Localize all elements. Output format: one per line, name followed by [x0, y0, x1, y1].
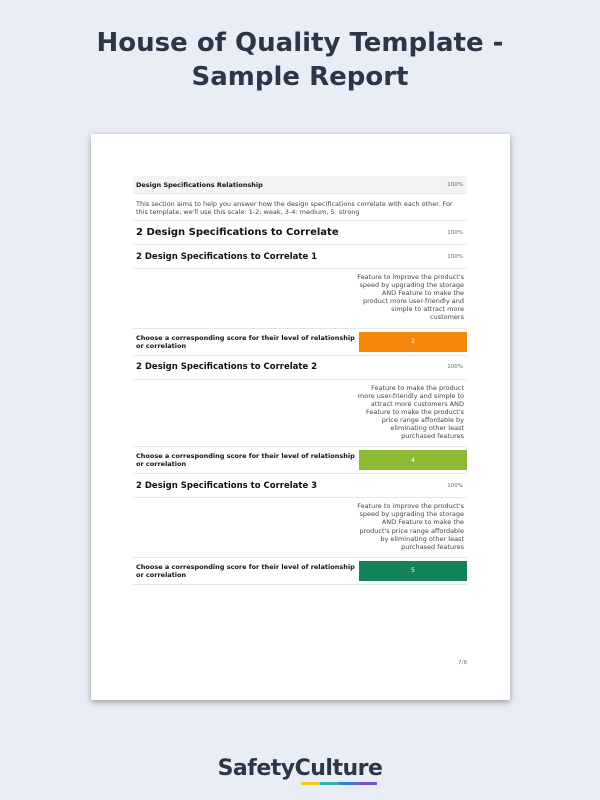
intro-text: This section aims to help you answer how the design specifications correlate with each other. For this template, we'll use this scale: 1-2: weak, 3-4: medium, 5: strong [133, 194, 467, 221]
report-page [91, 134, 510, 700]
logo-underline-segment [339, 782, 358, 785]
title-line-2: Sample Report [191, 62, 409, 92]
score-row [133, 447, 467, 474]
score-question: Choose a corresponding score for their level of relationship or correlation [136, 333, 355, 350]
item-title: 2 Design Specifications to Correlate 3 [136, 480, 318, 491]
item-percent: 100% [447, 364, 463, 371]
logo-underline [301, 782, 377, 785]
section-percent: 100% [447, 181, 463, 188]
title-line-1: House of Quality Template - [96, 28, 504, 58]
item-description-row [133, 269, 467, 329]
score-badge: 5 [359, 561, 467, 581]
item-percent: 100% [447, 253, 463, 260]
item-description-row [133, 498, 467, 558]
page-number: 7/8 [458, 660, 467, 666]
item-heading-row [133, 245, 467, 269]
page-title [0, 26, 600, 94]
logo-underline-segment [320, 782, 339, 785]
score-badge: 2 [359, 332, 467, 352]
main-heading: 2 Design Specifications to Correlate [136, 227, 339, 238]
item-description: Feature to improve the product's speed by upgrading the storage AND Feature to make the product's price range affordable by eliminating other least purchased features [357, 502, 464, 551]
score-row [133, 329, 467, 356]
item-title: 2 Design Specifications to Correlate 2 [136, 362, 318, 373]
main-heading-row [133, 221, 467, 245]
section-bar [133, 176, 467, 194]
safetyculture-logo: SafetyCulture [217, 756, 383, 781]
score-badge: 4 [359, 450, 467, 470]
item-description: Feature to improve the product's speed by upgrading the storage AND Feature to make the product more user-friendly and simple to attract more customers [357, 273, 464, 322]
main-heading-percent: 100% [447, 229, 463, 236]
section-title: Design Specifications Relationship [136, 180, 263, 189]
item-description-row [133, 380, 467, 448]
item-percent: 100% [447, 482, 463, 489]
score-row [133, 558, 467, 585]
item-description: Feature to make the product more user-friendly and simple to attract more customers AND Feature to make the product's price range affordable by eliminating other least purchased features [357, 383, 464, 441]
item-title: 2 Design Specifications to Correlate 1 [136, 251, 318, 262]
logo-underline-segment [358, 782, 377, 785]
item-heading-row [133, 474, 467, 498]
score-question: Choose a corresponding score for their level of relationship or correlation [136, 452, 355, 469]
score-question: Choose a corresponding score for their level of relationship or correlation [136, 562, 355, 579]
item-heading-row [133, 356, 467, 380]
logo-underline-segment [301, 782, 320, 785]
report-content [133, 176, 467, 585]
